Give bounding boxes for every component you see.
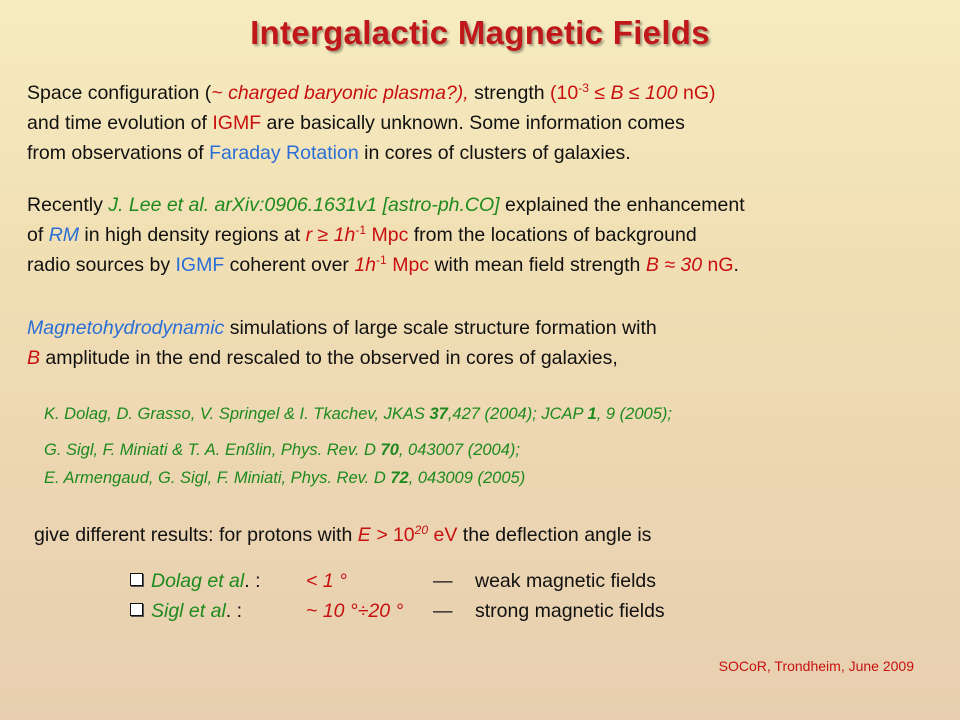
dash: —: [433, 600, 453, 622]
ref-volume: 37: [429, 405, 448, 423]
mean-field-strength: B ≈ 30: [645, 254, 703, 276]
list-item: [130, 566, 930, 596]
footer-conference: SOCoR, Trondheim, June 2009: [718, 658, 914, 674]
igmf-term: IGMF: [175, 254, 225, 276]
exponent: -3: [578, 80, 589, 95]
unit-mpc: Mpc: [386, 254, 430, 276]
ref-text: E. Armengaud, G. Sigl, F. Miniati, Phys. Rev. D: [44, 469, 391, 487]
text: Space configuration (: [27, 82, 212, 104]
text: explained the enhancement: [499, 194, 745, 216]
reference-dolag: [44, 400, 944, 428]
reference-armengaud: [44, 464, 944, 492]
ref-text: ,427 (2004); JCAP: [447, 405, 588, 423]
unit-mpc: Mpc: [366, 224, 409, 246]
paragraph-igmf-unknown: [27, 78, 947, 168]
radius-condition: r ≥ 1h: [305, 224, 356, 246]
text: of: [27, 224, 49, 246]
exponent: -1: [355, 222, 367, 237]
faraday-rotation-term: Faraday Rotation: [209, 142, 359, 164]
bullet-author: Dolag et al: [151, 570, 245, 592]
separator: . :: [244, 570, 261, 592]
rm-term: RM: [48, 224, 80, 246]
reference-sigl: [44, 436, 944, 464]
text: and time evolution of: [27, 112, 213, 134]
igmf-term: IGMF: [212, 112, 262, 134]
strength-unit: nG): [677, 82, 716, 104]
checkbox-bullet-icon: [130, 603, 143, 616]
text: with mean field strength: [429, 254, 646, 276]
deflection-value: ~ 10 °÷20 °: [306, 600, 404, 622]
coherence-length: 1h: [354, 254, 377, 276]
unit-ng: nG: [702, 254, 734, 276]
text: the deflection angle is: [457, 524, 652, 546]
text: strength: [468, 82, 551, 104]
paragraph-mhd: [27, 313, 947, 373]
exponent: -1: [376, 252, 387, 267]
ref-volume: 72: [390, 469, 409, 487]
mhd-term: Magnetohydrodynamic: [27, 317, 225, 339]
strength-range: ≤ B ≤ 100: [588, 82, 678, 104]
unit-ev: eV: [428, 524, 458, 546]
slide-title: Intergalactic Magnetic Fields: [250, 14, 710, 51]
energy-condition: E >: [357, 524, 388, 546]
ref-text: K. Dolag, D. Grasso, V. Springel & I. Tkachev, JKAS: [44, 405, 430, 423]
strength-range: (10: [550, 82, 579, 104]
text: from observations of: [27, 142, 210, 164]
text: Recently: [27, 194, 109, 216]
text: from the locations of background: [408, 224, 697, 246]
text: coherent over: [224, 254, 355, 276]
text: .: [733, 254, 739, 276]
citation-lee: J. Lee et al. arXiv:0906.1631v1 [astro-ph.CO]: [108, 194, 500, 216]
dash: —: [433, 570, 453, 592]
ref-text: G. Sigl, F. Miniati & T. A. Enßlin, Phys. Rev. D: [44, 441, 381, 459]
separator: . :: [225, 600, 243, 622]
ref-volume: 70: [380, 441, 399, 459]
field-description: strong magnetic fields: [475, 600, 665, 622]
text: give different results: for protons with: [34, 524, 358, 546]
bullet-author: Sigl et al: [151, 600, 226, 622]
text: in cores of clusters of galaxies.: [358, 142, 631, 164]
deflection-value: < 1 °: [306, 570, 347, 592]
checkbox-bullet-icon: [130, 573, 143, 586]
paragraph-lee-et-al: [27, 190, 947, 280]
b-term: B: [27, 347, 41, 369]
plasma-note: ~ charged baryonic plasma?),: [211, 82, 469, 104]
energy-value: 10: [387, 524, 415, 546]
ref-text: , 9 (2005);: [596, 405, 672, 423]
text: amplitude in the end rescaled to the observed in cores of galaxies,: [40, 347, 618, 369]
exponent: 20: [414, 522, 429, 537]
deflection-sentence: [34, 520, 954, 550]
list-item: [130, 596, 930, 626]
deflection-list: [130, 566, 930, 626]
ref-volume: 1: [587, 405, 597, 423]
text: in high density regions at: [79, 224, 306, 246]
ref-text: , 043009 (2005): [408, 469, 526, 487]
text: simulations of large scale structure formation with: [224, 317, 657, 339]
ref-text: , 043007 (2004);: [398, 441, 520, 459]
field-description: weak magnetic fields: [475, 570, 657, 592]
text: radio sources by: [27, 254, 176, 276]
text: are basically unknown. Some information comes: [261, 112, 685, 134]
